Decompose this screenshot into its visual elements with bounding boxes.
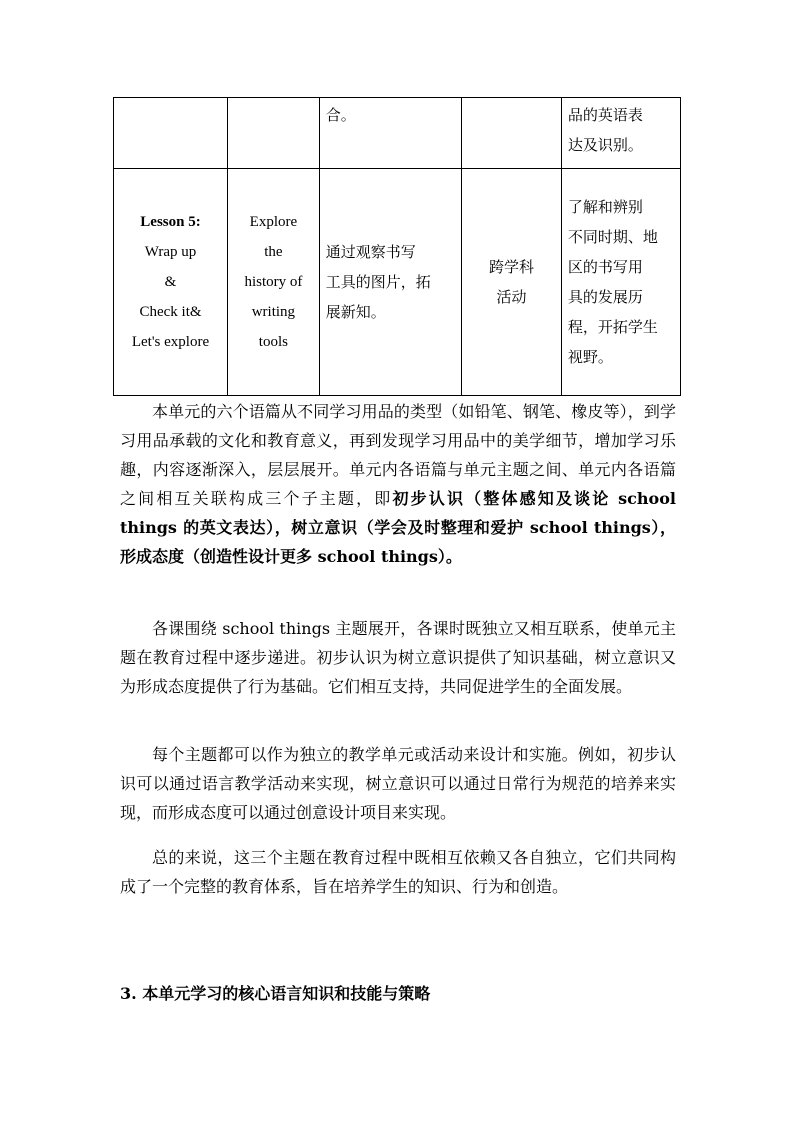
table-row [114, 98, 681, 169]
cell-line: 跨学科 [488, 258, 534, 276]
table-row [114, 169, 681, 396]
topic-cell [228, 169, 320, 396]
cell-line: 具的发展历 [567, 288, 643, 306]
table-cell-empty [462, 98, 562, 169]
cell-line: Explore [249, 214, 298, 230]
paragraph-theme-design [120, 740, 676, 827]
table-cell-empty [228, 98, 320, 169]
section-heading: 3. 本单元学习的核心语言知识和技能与策略 [120, 984, 431, 1003]
goal-cell [561, 169, 680, 396]
lesson-title: Lesson 5: [140, 214, 201, 230]
paragraph-text: 每个主题都可以作为独立的教学单元或活动来设计和实施。例如，初步认识可以通过语言教学活动来实现，树立意识可以通过日常行为规范的培养来实现，而形成态度可以通过创意设计项目来实现。 [120, 745, 676, 822]
table-cell-empty [114, 98, 228, 169]
content-cell [319, 169, 461, 396]
cell-line: the [264, 244, 283, 260]
cell-line: 工具的图片，拓 [325, 273, 431, 291]
cell-line: 视野。 [567, 348, 613, 366]
paragraph-summary [120, 843, 676, 901]
paragraph-text: 各课围绕 school things 主题展开，各课时既独立又相互联系，使单元主题在教育过程中逐步递进。初步认识为树立意识提供了知识基础，树立意识又为形成态度提供了行为基础。它们相互支持，共同促进学生的全面发展。 [120, 619, 676, 696]
cell-line: writing [251, 304, 296, 320]
cell-line: Wrap up [144, 244, 197, 260]
paragraph-text: 总的来说，这三个主题在教育过程中既相互依赖又各自独立，它们共同构成了一个完整的教育体系，旨在培养学生的知识、行为和创造。 [120, 848, 676, 896]
cell-line: 不同时期、地 [567, 228, 658, 246]
cell-line: history of [244, 274, 303, 290]
cell-line: 品的英语表 [567, 106, 643, 124]
cell-line: tools [258, 334, 288, 350]
paragraph-text: 本单元的六个语篇从不同学习用品的类型（如铅笔、钢笔、橡皮等），到学习用品承载的文化和教育意义，再到发现学习用品中的美学细节，增加学习乐趣，内容逐渐深入，层层展开。单元内各语篇与单元主题之间、单元内各语篇之间相互关联构成三个子主题，即 [120, 402, 676, 508]
cell-line: 达及识别。 [567, 136, 643, 154]
paragraph-bold-text: 初步认识（整体感知及谈论 school things 的英文表达），树立意识（学会及时整理和爱护 school things），形成态度（创造性设计更多 school things）。 [120, 489, 676, 566]
cell-line: Let's explore [131, 334, 210, 350]
cell-line: 展新知。 [325, 303, 386, 321]
cell-line: 了解和辨别 [567, 198, 643, 216]
cell-line: 程，开拓学生 [567, 318, 658, 336]
paragraph-lesson-relations [120, 614, 676, 701]
lesson-cell [114, 169, 228, 396]
table-cell-text [561, 98, 680, 169]
paragraph-unit-overview [120, 397, 676, 571]
lesson-table [113, 97, 681, 396]
cell-line: 通过观察书写 [325, 243, 416, 261]
table-cell-text [319, 98, 461, 169]
cell-line: 活动 [496, 288, 527, 306]
cell-line: Check it& [139, 304, 202, 320]
activity-type-cell [462, 169, 562, 396]
cell-line: 区的书写用 [567, 258, 643, 276]
cell-line: & [164, 274, 177, 290]
cell-text: 合。 [325, 106, 356, 124]
